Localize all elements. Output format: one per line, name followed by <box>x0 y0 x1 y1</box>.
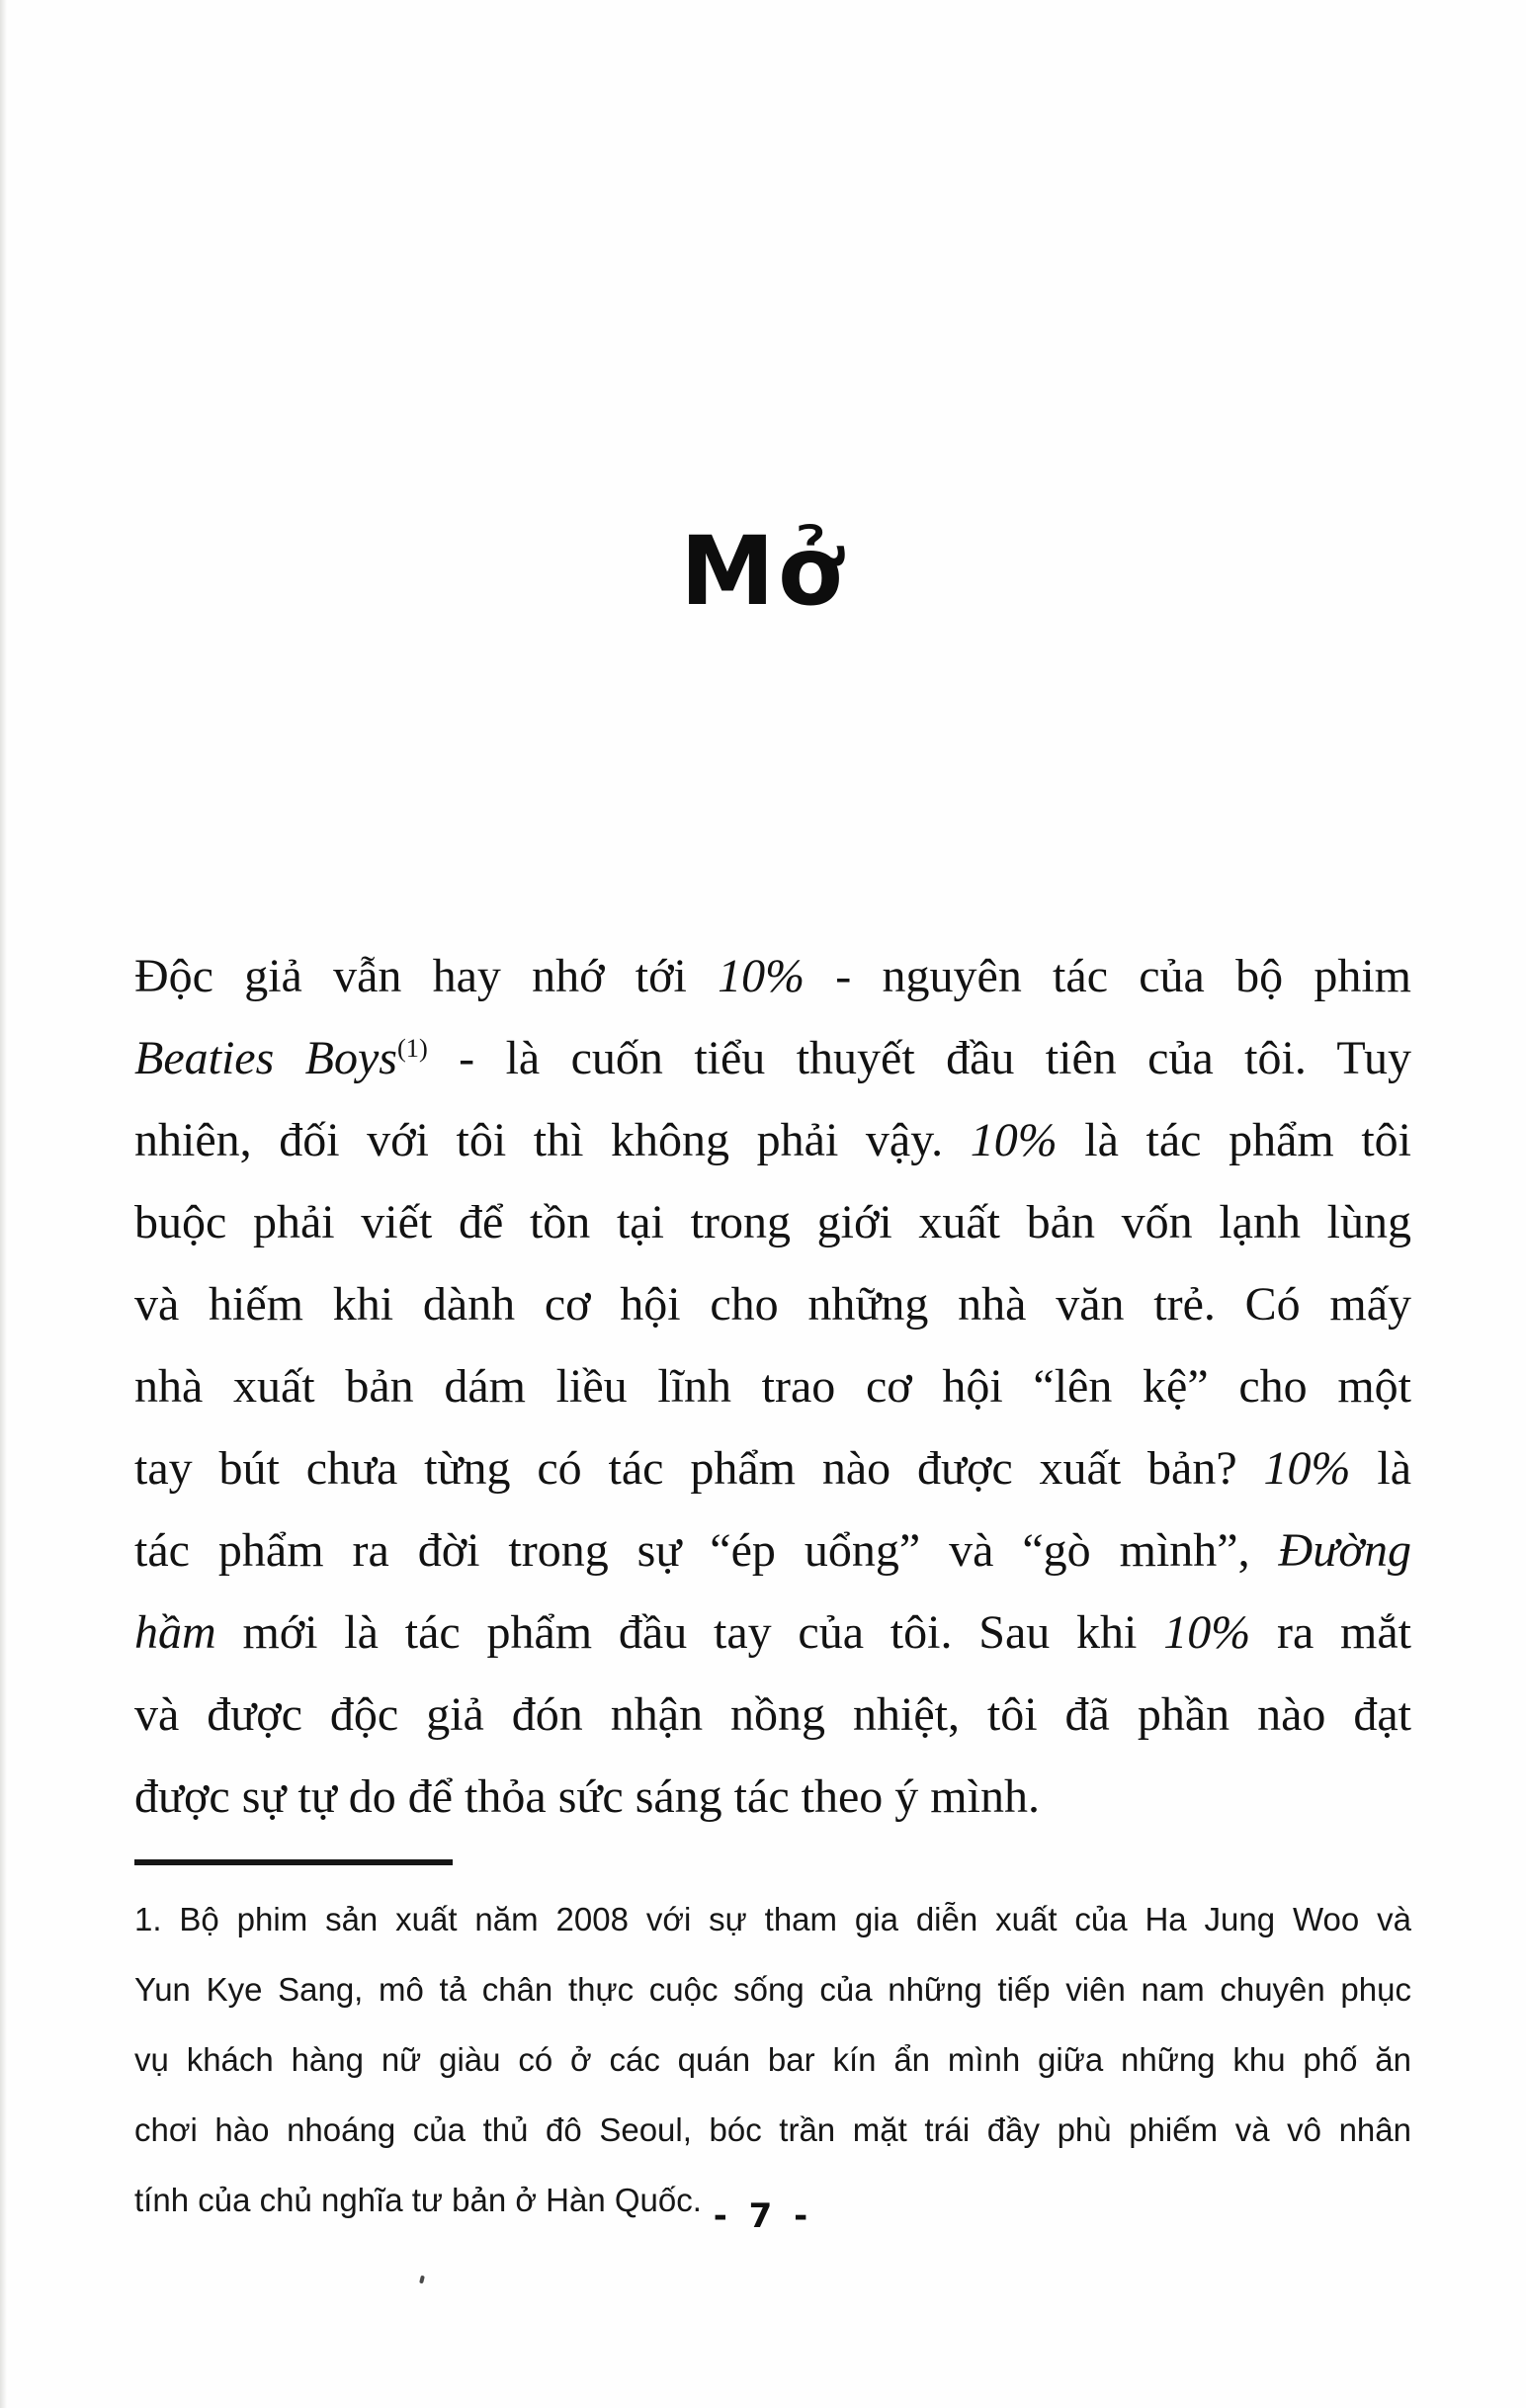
body-line <box>134 1099 1411 1181</box>
footnote <box>134 1884 1411 2235</box>
text-segment: là <box>1350 1442 1411 1495</box>
text-segment: nhà xuất bản dám liều lĩnh trao cơ hội “lên kệ” cho một <box>134 1360 1411 1413</box>
footnote-line: vụ khách hàng nữ giàu có ở các quán bar kín ẩn mình giữa những khu phố ăn <box>134 2041 1411 2078</box>
text-segment: 10% <box>1163 1606 1251 1659</box>
text-segment: Độc giả vẫn hay nhớ tới <box>134 950 719 1002</box>
text-segment: mới là tác phẩm đầu tay của tôi. Sau khi <box>215 1606 1164 1659</box>
page-number: - 7 - <box>713 2196 813 2236</box>
text-segment: 10% <box>718 950 805 1002</box>
body-line <box>134 1017 1411 1099</box>
footnote-marker: (1) <box>397 1033 428 1063</box>
text-segment: - là cuốn tiểu thuyết đầu tiên của tôi. Tuy <box>427 1032 1411 1084</box>
text-segment: Đường <box>1278 1524 1411 1577</box>
chapter-title: Mở <box>680 516 846 627</box>
text-segment: buộc phải viết để tồn tại trong giới xuất bản vốn lạnh lùng <box>134 1196 1411 1248</box>
body-line <box>134 935 1411 1017</box>
text-segment: Beaties Boys <box>134 1032 397 1084</box>
text-segment: 10% <box>1263 1442 1351 1495</box>
scan-artifact <box>419 2276 425 2284</box>
body-paragraph <box>134 935 1411 1838</box>
text-segment: tác phẩm ra đời trong sự “ép uổng” và “gò mình”, <box>134 1524 1279 1577</box>
footnote-rule <box>134 1859 453 1865</box>
footnote-line: Yun Kye Sang, mô tả chân thực cuộc sống của những tiếp viên nam chuyên phục <box>134 1971 1411 2008</box>
text-segment: là tác phẩm tôi <box>1057 1114 1411 1166</box>
text-segment: ra mắt <box>1250 1606 1412 1659</box>
body-line <box>134 1263 1411 1345</box>
body-line <box>134 1756 1411 1838</box>
text-segment: 10% <box>970 1114 1058 1166</box>
body-line <box>134 1345 1411 1427</box>
text-segment: hầm <box>134 1606 216 1659</box>
body-line <box>134 1181 1411 1263</box>
text-segment: và được độc giả đón nhận nồng nhiệt, tôi đã phần nào đạt <box>134 1688 1411 1741</box>
text-segment: - nguyên tác của bộ phim <box>805 950 1412 1002</box>
body-line <box>134 1591 1411 1674</box>
body-line <box>134 1674 1411 1756</box>
text-segment: tay bút chưa từng có tác phẩm nào được xuất bản? <box>134 1442 1264 1495</box>
text-segment: và hiếm khi dành cơ hội cho những nhà văn trẻ. Có mấy <box>134 1278 1411 1331</box>
footnote-line: chơi hào nhoáng của thủ đô Seoul, bóc trần mặt trái đầy phù phiếm và vô nhân <box>134 2111 1411 2148</box>
text-segment: nhiên, đối với tôi thì không phải vậy. <box>134 1114 971 1166</box>
body-line <box>134 1427 1411 1509</box>
scan-edge <box>0 0 7 2408</box>
footnote-line: tính của chủ nghĩa tư bản ở Hàn Quốc. <box>134 2182 702 2218</box>
body-line <box>134 1509 1411 1591</box>
footnote-line: 1. Bộ phim sản xuất năm 2008 với sự tham gia diễn xuất của Ha Jung Woo và <box>134 1901 1411 1937</box>
text-segment: được sự tự do để thỏa sức sáng tác theo ý mình. <box>134 1770 1040 1823</box>
